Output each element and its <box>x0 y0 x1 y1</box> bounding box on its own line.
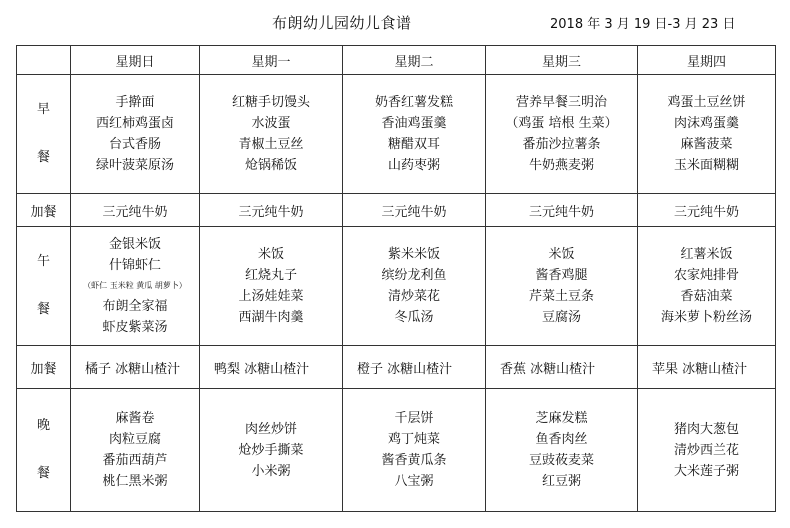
dinner-row <box>17 389 776 512</box>
lunch-cell <box>343 227 486 346</box>
dish-item: 山药枣粥 <box>387 158 440 173</box>
dish-item: 豆腐汤 <box>541 310 581 325</box>
dish-item: 清炒西兰花 <box>673 442 739 458</box>
breakfast-cell <box>638 75 776 194</box>
dish-item: 炝炒手撕菜 <box>238 442 304 458</box>
afternoon-snack-cell: 苹果 冰糖山楂汁 <box>638 346 776 389</box>
dinner-cell <box>638 389 776 512</box>
morning-snack-cell: 三元纯牛奶 <box>71 194 200 227</box>
lunch-cell <box>71 227 200 346</box>
dish-item: 台式香肠 <box>108 137 161 152</box>
dish-item: 麻酱卷 <box>115 411 155 426</box>
breakfast-cell <box>486 75 638 194</box>
dish-item: 芝麻发糕 <box>535 411 588 426</box>
dinner-label-top: 晚 <box>36 418 50 433</box>
afternoon-snack-cell: 橙子 冰糖山楂汁 <box>343 346 486 389</box>
dish-item: 香油鸡蛋羹 <box>381 116 447 131</box>
breakfast-cell <box>200 75 343 194</box>
dish-ingredients-note: （虾仁 玉米粒 黄瓜 胡萝卜） <box>83 281 187 290</box>
dish-item: 红豆粥 <box>541 474 581 489</box>
morning-snack-cell: 三元纯牛奶 <box>343 194 486 227</box>
dish-item: 炝锅稀饭 <box>244 158 297 173</box>
dish-item: 肉粒豆腐 <box>108 432 161 447</box>
date-range: 2018 年 3 月 19 日-3 月 23 日 <box>550 17 736 32</box>
breakfast-label <box>17 75 71 194</box>
lunch-cell <box>200 227 343 346</box>
day-header: 星期四 <box>638 46 776 75</box>
dish-item: 绿叶菠菜原汤 <box>95 158 174 173</box>
breakfast-cell <box>343 75 486 194</box>
dish-item: 牛奶燕麦粥 <box>528 158 594 173</box>
dish-item: 红糖手切馒头 <box>231 95 310 110</box>
morning-snack-cell: 三元纯牛奶 <box>486 194 638 227</box>
dish-item: 猪肉大葱包 <box>673 421 739 437</box>
morning-snack-label: 加餐 <box>17 194 71 227</box>
dish-item: 大米莲子粥 <box>673 463 739 479</box>
dish-item: 糖醋双耳 <box>387 137 440 152</box>
morning-snack-row <box>17 194 776 227</box>
day-header: 星期二 <box>343 46 486 75</box>
dish-item: 营养早餐三明治 <box>515 95 607 110</box>
morning-snack-cell: 三元纯牛奶 <box>638 194 776 227</box>
day-header: 星期日 <box>71 46 200 75</box>
dish-item: 鱼香肉丝 <box>535 432 588 447</box>
dish-item: 奶香红薯发糕 <box>374 95 453 110</box>
header-row <box>17 46 776 75</box>
afternoon-snack-label: 加餐 <box>17 346 71 389</box>
afternoon-snack-cell: 橘子 冰糖山楂汁 <box>71 346 200 389</box>
lunch-label-top: 午 <box>36 254 50 269</box>
morning-snack-cell: 三元纯牛奶 <box>200 194 343 227</box>
dish-item: 上汤娃娃菜 <box>238 289 304 304</box>
dish-item: 米饭 <box>548 247 575 262</box>
dish-item: 八宝粥 <box>394 474 434 489</box>
breakfast-cell <box>71 75 200 194</box>
dish-item: 手擀面 <box>115 95 155 110</box>
corner-cell <box>17 46 71 75</box>
dinner-label-bottom: 餐 <box>36 466 50 481</box>
dish-item: 肉丝炒饼 <box>244 421 297 437</box>
breakfast-label-bottom: 餐 <box>36 150 50 165</box>
dinner-cell <box>200 389 343 512</box>
dish-item: 肉沫鸡蛋羹 <box>673 116 739 131</box>
breakfast-row <box>17 75 776 194</box>
dish-item: 西湖牛肉羹 <box>238 310 304 325</box>
dinner-cell <box>71 389 200 512</box>
afternoon-snack-cell: 鸭梨 冰糖山楂汁 <box>200 346 343 389</box>
dish-item: 番茄西葫芦 <box>102 453 168 468</box>
dish-item: 海米萝卜粉丝汤 <box>660 310 752 325</box>
dish-item: 桃仁黑米粥 <box>102 474 168 489</box>
dish-item: 什锦虾仁 <box>108 258 161 273</box>
dish-item: 水波蛋 <box>251 116 291 131</box>
lunch-cell <box>486 227 638 346</box>
dish-item: 清炒菜花 <box>387 289 440 304</box>
dish-item: 番茄沙拉薯条 <box>522 137 601 152</box>
dinner-cell <box>486 389 638 512</box>
lunch-label-bottom: 餐 <box>36 302 50 317</box>
page-title: 布朗幼儿园幼儿食谱 <box>272 14 412 32</box>
day-header: 星期一 <box>200 46 343 75</box>
lunch-cell <box>638 227 776 346</box>
breakfast-label-top: 早 <box>36 102 50 117</box>
dish-item: 金银米饭 <box>108 237 161 252</box>
dish-item: 酱香鸡腿 <box>535 268 588 283</box>
dish-item: 红薯米饭 <box>680 247 733 262</box>
dish-item: 香菇油菜 <box>680 289 733 304</box>
dish-item: 玉米面糊糊 <box>673 158 739 173</box>
dish-item: 芹菜土豆条 <box>528 289 594 304</box>
dinner-cell <box>343 389 486 512</box>
menu-table <box>16 45 776 512</box>
day-header: 星期三 <box>486 46 638 75</box>
dish-item: 冬瓜汤 <box>394 310 434 325</box>
afternoon-snack-cell: 香蕉 冰糖山楂汁 <box>486 346 638 389</box>
dish-item: 西红柿鸡蛋卤 <box>95 116 174 131</box>
dish-item: 红烧丸子 <box>244 268 297 283</box>
dish-item: 鸡丁炖菜 <box>387 432 440 447</box>
dish-item: 缤纷龙利鱼 <box>381 268 447 283</box>
dish-item: 紫米米饭 <box>387 247 440 262</box>
dish-item: 千层饼 <box>394 411 434 426</box>
dish-item: 布朗全家福 <box>102 299 168 314</box>
dish-item: 青椒土豆丝 <box>238 137 304 152</box>
dish-item: 农家炖排骨 <box>673 268 739 283</box>
dish-item: 米饭 <box>257 247 284 262</box>
dish-item: 麻酱菠菜 <box>680 137 733 152</box>
dish-item: 鸡蛋土豆丝饼 <box>667 95 746 110</box>
lunch-row <box>17 227 776 346</box>
dish-item: 虾皮紫菜汤 <box>102 320 168 335</box>
dish-item: （鸡蛋 培根 生菜） <box>505 116 618 131</box>
lunch-label <box>17 227 71 346</box>
afternoon-snack-row <box>17 346 776 389</box>
dinner-label <box>17 389 71 512</box>
dish-item: 小米粥 <box>251 463 291 479</box>
dish-item: 豆豉莜麦菜 <box>528 453 594 468</box>
dish-item: 酱香黄瓜条 <box>381 453 447 468</box>
